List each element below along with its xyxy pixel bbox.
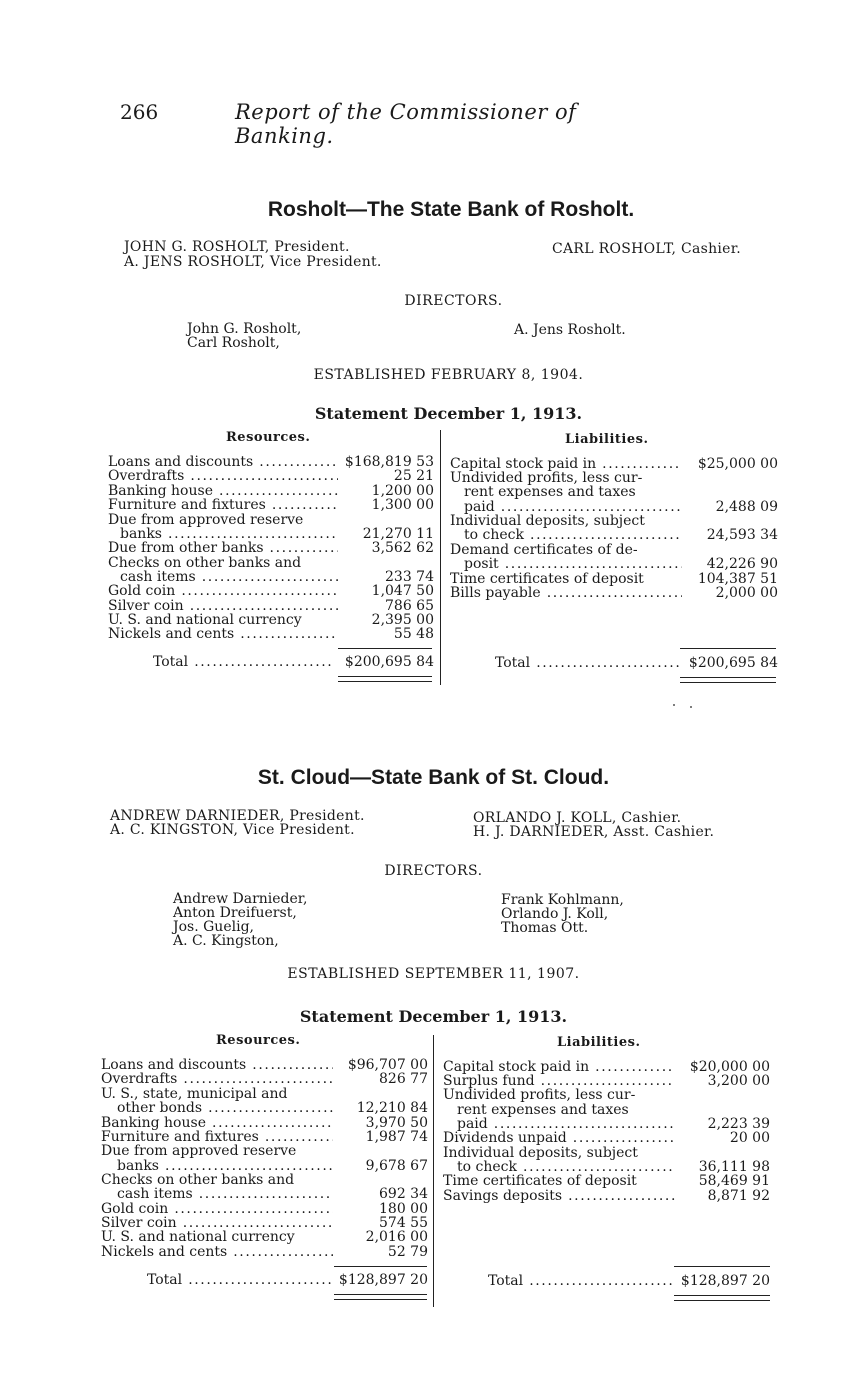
director: Andrew Darnieder,: [173, 891, 308, 907]
page-header: [120, 100, 677, 148]
list-item: rent expenses and taxes: [464, 485, 636, 500]
list-item: rent expenses and taxes: [457, 1103, 629, 1118]
liabilities-total-row: Total ..... $200,695 84: [495, 656, 778, 671]
list-item: U. S., state, municipal and: [101, 1087, 288, 1102]
list-item: Bills payable ..... 2,000 00: [450, 586, 778, 601]
director: A. C. Kingston,: [173, 933, 279, 949]
list-item: to check ..... 24,593 34: [450, 528, 778, 543]
page-number: 266: [120, 100, 159, 124]
list-item: U. S. and national currency 2,016 00: [101, 1229, 428, 1245]
list-item: Capital stock paid in ..... $20,000 00: [443, 1060, 770, 1075]
list-item: Nickels and cents ..... 55 48: [108, 627, 434, 642]
list-item: Silver coin ..... 786 65: [108, 599, 434, 614]
director: Carl Rosholt,: [187, 335, 280, 351]
list-item: other bonds ..... 12,210 84: [101, 1101, 428, 1116]
list-item: Overdrafts ..... 25 21: [108, 469, 434, 484]
subtotal-rule: [334, 1266, 427, 1267]
director: Anton Dreifuerst,: [173, 905, 297, 921]
established-date: ESTABLISHED SEPTEMBER 11, 1907.: [287, 966, 580, 982]
total-double-rule: [338, 676, 432, 682]
list-item: paid ..... 2,223 39: [443, 1117, 770, 1132]
officer-vice-president: A. JENS ROSHOLT, Vice President.: [124, 254, 382, 270]
directors-label: DIRECTORS.: [384, 863, 483, 879]
list-item: Undivided profits, less cur-: [443, 1088, 636, 1103]
list-item: Banking house ..... 1,200 00: [108, 484, 434, 499]
subtotal-rule: [674, 1266, 770, 1267]
director: A. Jens Rosholt.: [514, 322, 626, 338]
list-item: Due from approved reserve: [108, 513, 304, 528]
list-item: Capital stock paid in ..... $25,000 00: [450, 457, 778, 472]
director: Orlando J. Koll,: [501, 906, 609, 922]
director: John G. Rosholt,: [187, 321, 302, 337]
list-item: Individual deposits, subject: [443, 1146, 638, 1161]
bank-title: Rosholt—The State Bank of Rosholt.: [267, 198, 635, 221]
subtotal-rule: [338, 648, 432, 649]
list-item: Overdrafts ..... 826 77: [101, 1072, 428, 1087]
statement-title: Statement December 1, 1913.: [314, 404, 583, 423]
list-item: Demand certificates of de-: [450, 543, 638, 558]
resources-header: Resources.: [226, 430, 311, 445]
liabilities-total-row: Total ..... $128,897 20: [488, 1274, 770, 1289]
director: Jos. Guelig,: [173, 919, 254, 935]
total-double-rule: [334, 1294, 427, 1300]
list-item: Due from other banks ..... 3,562 62: [108, 541, 434, 556]
list-item: Gold coin ..... 1,047 50: [108, 584, 434, 599]
list-item: Furniture and fixtures ..... 1,300 00: [108, 498, 434, 513]
list-item: paid ..... 2,488 09: [450, 500, 778, 515]
list-item: Nickels and cents ..... 52 79: [101, 1245, 428, 1260]
established-date: ESTABLISHED FEBRUARY 8, 1904.: [313, 367, 584, 383]
resources-total-row: Total ..... $200,695 84: [153, 655, 434, 670]
officer-cashier: CARL ROSHOLT, Cashier.: [552, 241, 741, 257]
running-title: Report of the Commissioner of Banking.: [235, 100, 577, 148]
print-speck: [690, 706, 692, 708]
list-item: Loans and discounts ..... $168,819 53: [108, 455, 434, 470]
officer-assistant-cashier: H. J. DARNIEDER, Asst. Cashier.: [473, 824, 715, 840]
total-double-rule: [680, 677, 776, 683]
director: Thomas Ott.: [501, 920, 589, 936]
list-item: Time certificates of deposit 58,469 91: [443, 1173, 770, 1189]
officer-cashier: ORLANDO J. KOLL, Cashier.: [473, 810, 682, 826]
list-item: Surplus fund ..... 3,200 00: [443, 1074, 770, 1089]
list-item: Checks on other banks and: [101, 1173, 295, 1188]
list-item: U. S. and national currency 2,395 00: [108, 612, 434, 628]
officer-vice-president: A. C. KINGSTON, Vice President.: [110, 822, 355, 838]
list-item: Due from approved reserve: [101, 1144, 297, 1159]
total-double-rule: [674, 1295, 770, 1301]
list-item: Loans and discounts ..... $96,707 00: [101, 1058, 428, 1073]
list-item: Undivided profits, less cur-: [450, 471, 643, 486]
list-item: Savings deposits ..... 8,871 92: [443, 1189, 770, 1204]
bank-title: St. Cloud—State Bank of St. Cloud.: [257, 766, 610, 789]
liabilities-header: Liabilities.: [557, 1035, 641, 1050]
officer-president: JOHN G. ROSHOLT, President.: [124, 239, 350, 255]
directors-label: DIRECTORS.: [404, 293, 503, 309]
list-item: banks ..... 21,270 11: [108, 527, 434, 542]
officer-president: ANDREW DARNIEDER, President.: [110, 808, 365, 824]
liabilities-header: Liabilities.: [565, 432, 649, 447]
list-item: Time certificates of deposit 104,387 51: [450, 571, 778, 587]
subtotal-rule: [680, 648, 776, 649]
list-item: Silver coin ..... 574 55: [101, 1216, 428, 1231]
list-item: Dividends unpaid ..... 20 00: [443, 1131, 770, 1146]
list-item: Banking house ..... 3,970 50: [101, 1116, 428, 1131]
column-divider: [440, 430, 441, 685]
resources-header: Resources.: [216, 1033, 301, 1048]
list-item: Checks on other banks and: [108, 556, 302, 571]
print-speck: [673, 704, 675, 706]
statement-title: Statement December 1, 1913.: [299, 1007, 568, 1026]
list-item: Individual deposits, subject: [450, 514, 645, 529]
list-item: banks ..... 9,678 67: [101, 1159, 428, 1174]
list-item: Furniture and fixtures ..... 1,987 74: [101, 1130, 428, 1145]
list-item: cash items ..... 692 34: [101, 1187, 428, 1202]
column-divider: [433, 1035, 434, 1307]
director: Frank Kohlmann,: [501, 892, 624, 908]
resources-total-row: Total ..... $128,897 20: [147, 1273, 428, 1288]
list-item: Gold coin ..... 180 00: [101, 1202, 428, 1217]
list-item: cash items ..... 233 74: [108, 570, 434, 585]
list-item: posit ..... 42,226 90: [450, 557, 778, 572]
list-item: to check ..... 36,111 98: [443, 1160, 770, 1175]
